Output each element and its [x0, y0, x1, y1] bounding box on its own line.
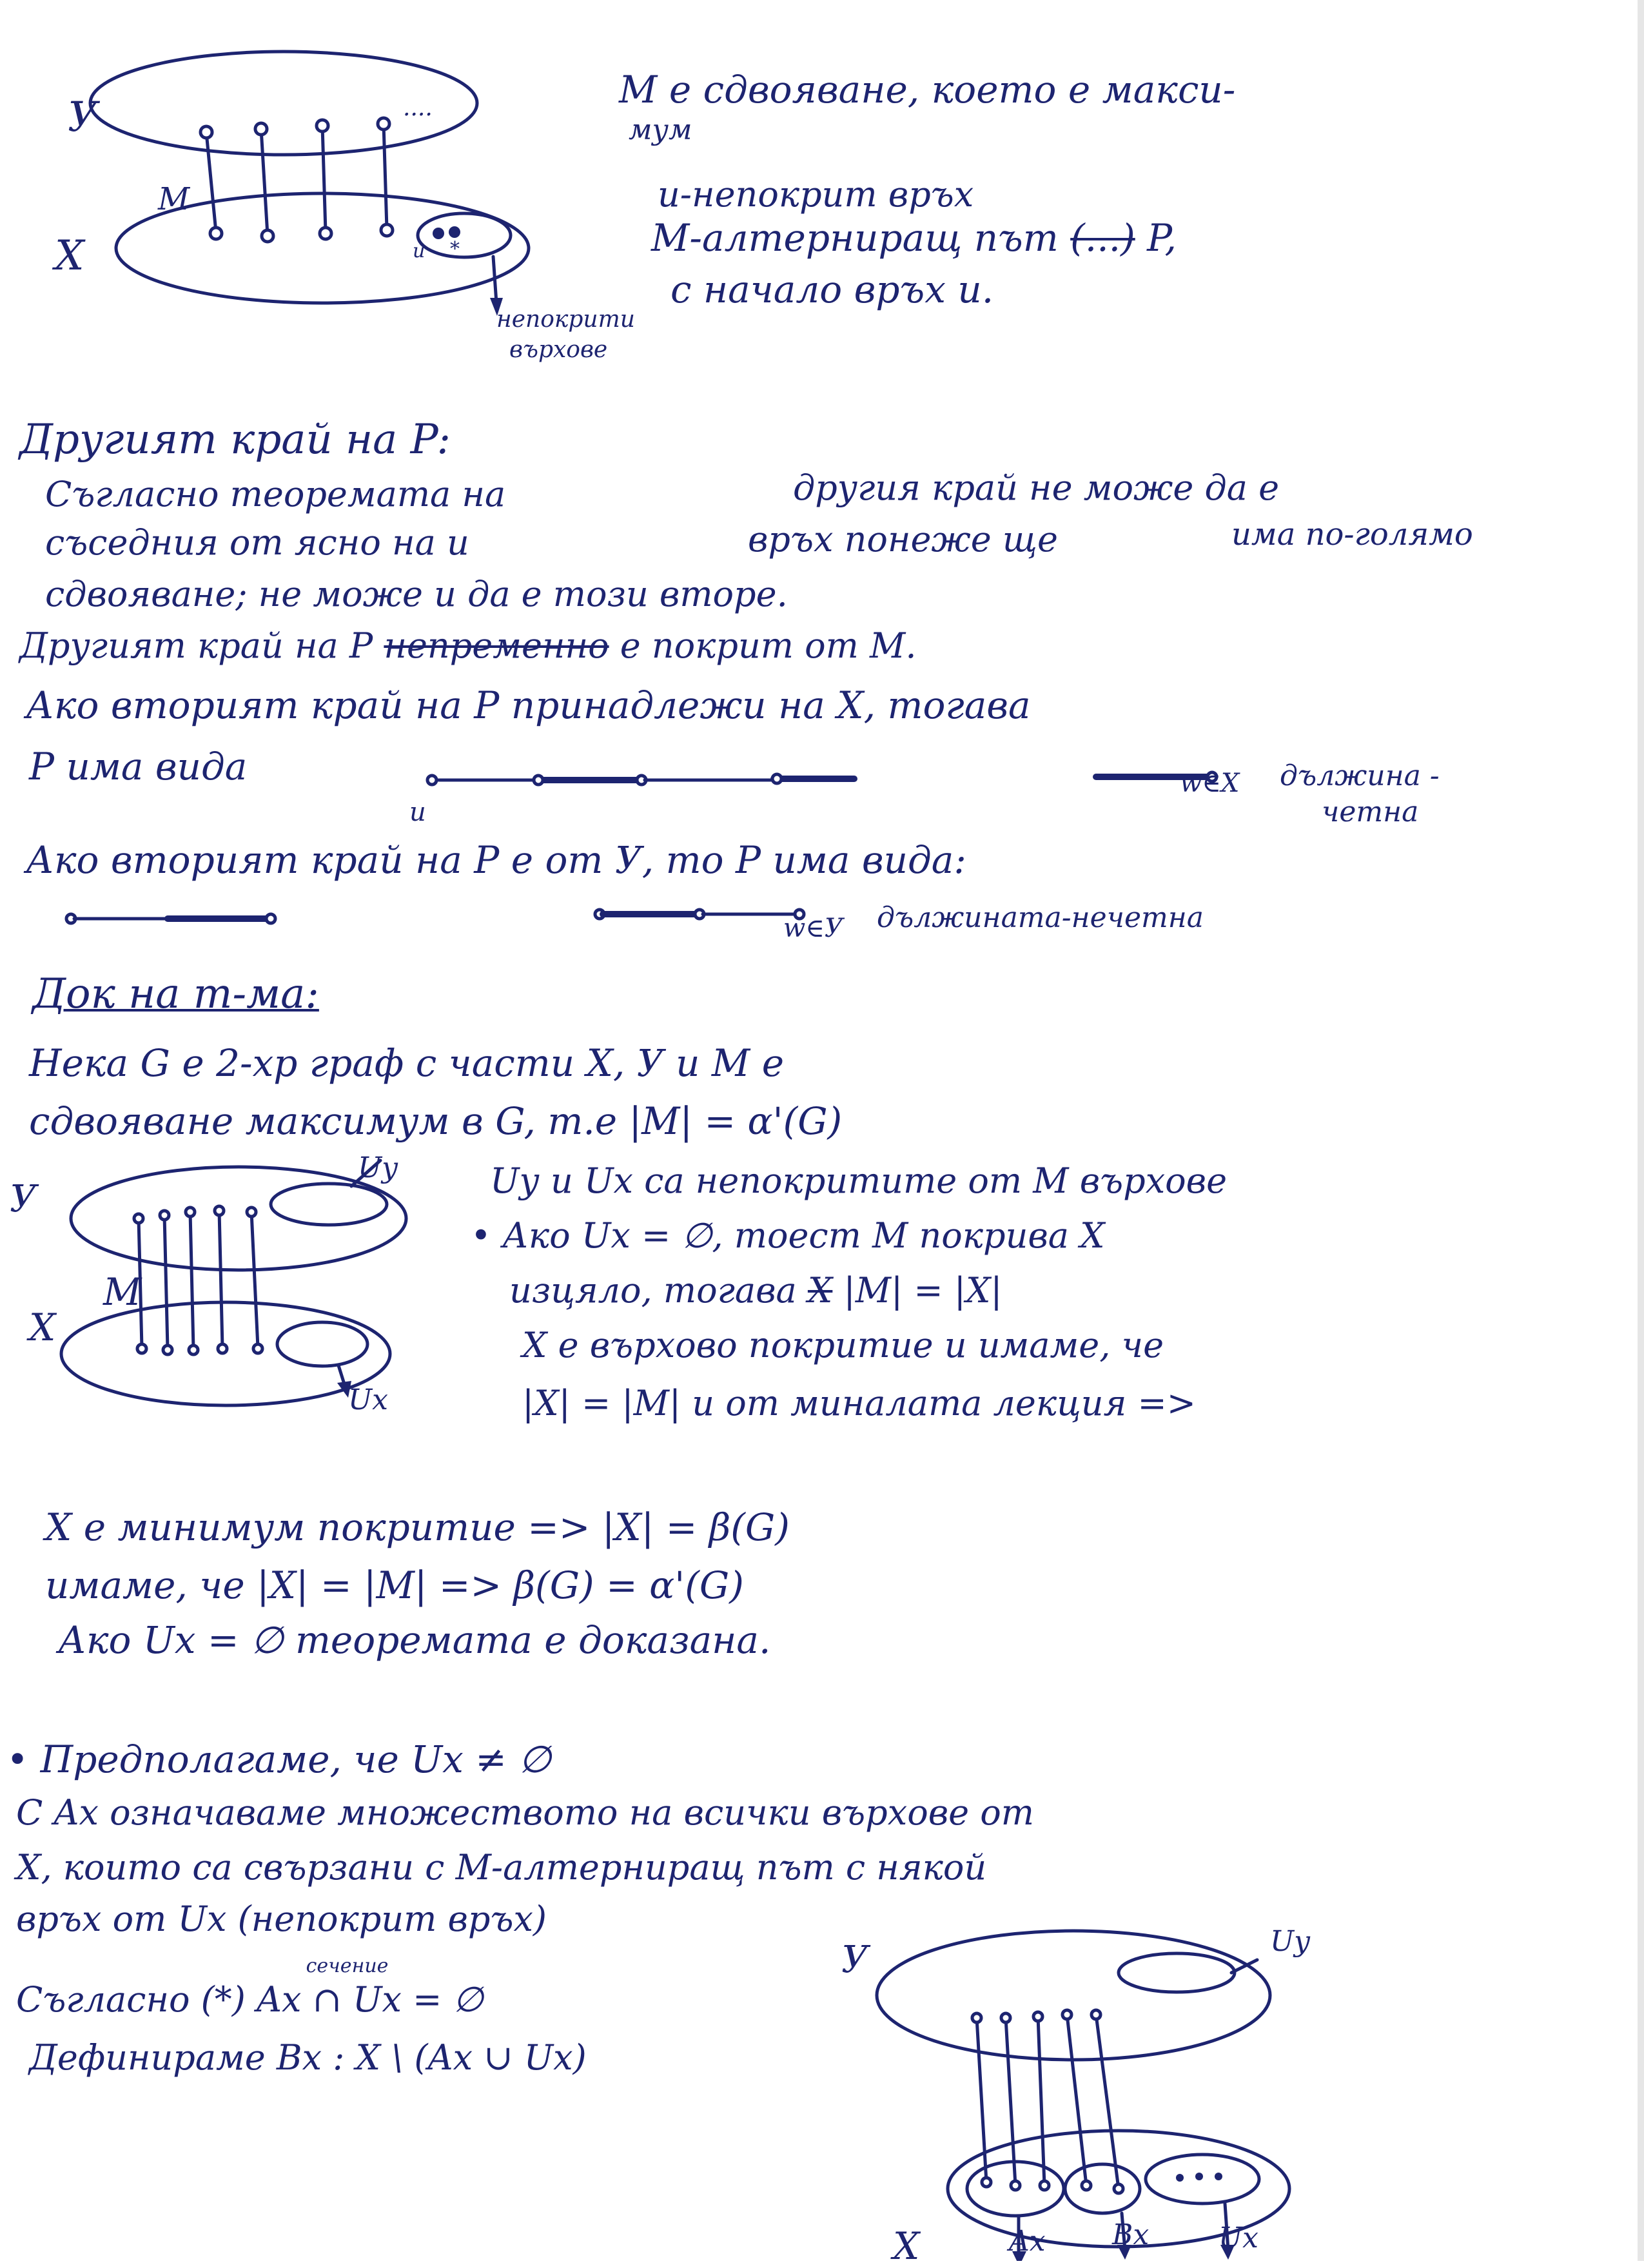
bottom-bipartite-diagram [877, 1931, 1289, 2261]
proof-right-1: Uу и Uх са непокритите от M върхове [490, 1160, 1228, 1201]
top-bipartite-diagram [90, 52, 529, 316]
path-length-even-2: четна [1322, 796, 1419, 828]
set-y-label: У [68, 93, 98, 141]
bottom-diagram-uy-label: Uу [1270, 1925, 1311, 1958]
path-start-u-label: u [409, 797, 426, 827]
scan-edge [1638, 0, 1644, 2261]
intro-line-3: u-непокрит връх [658, 174, 974, 215]
part1-line-7a: P има вида [29, 745, 248, 788]
bottom-diagram-bx-label: Bх [1112, 2218, 1150, 2251]
star-marker: * [450, 238, 460, 260]
proof-line-3: X е минимум покритие => |X| = β(G) [45, 1505, 790, 1549]
uncovered-vertices-ellipse [418, 213, 511, 260]
part2-line-5a: Съгласно (*) Aх [16, 1979, 302, 2020]
matching-edge [206, 132, 216, 232]
proof-right-3b: |M| = |X| [843, 1270, 1003, 1311]
part1-line-2a: Съгласно теоремата на [45, 474, 506, 514]
part1-line-3b: връх понеже ще [748, 519, 1058, 560]
part1-line-5a: Другият край на P [19, 625, 373, 666]
part1-line-2b: другия край не може да е [793, 467, 1280, 508]
proof-diagram-ux-label: Uх [348, 1383, 388, 1416]
part1-line-6: Ако вторият край на P принадлежи на X, тогава [26, 683, 1031, 727]
intro-line-5: с начало връх u. [670, 268, 994, 311]
intro-struck-text: (...) [1070, 216, 1135, 260]
proof-line-4: имаме, че |X| = |M| => β(G) = α'(G) [45, 1563, 744, 1607]
part1-line-8: Ако вторият край на P е от У, то P има вида: [26, 838, 966, 882]
path-end-w-in-y: w∈У [783, 914, 843, 943]
part2-line-3: X, които са свързани с M-алтерниращ път с някой [16, 1847, 987, 1888]
bottom-diagram-ux-label: Uх [1218, 2222, 1258, 2254]
path-end-w-in-x: w∈X [1180, 768, 1240, 798]
part1-line-5b: е покрит от M. [620, 625, 917, 666]
part1-heading: Другият край на P: [19, 416, 451, 464]
vertex-u-label: u [413, 240, 426, 262]
matching-edge [384, 124, 387, 229]
bottom-diagram-y-label: У [841, 1937, 868, 1981]
proof-right-2: • Ако Uх = ∅, тоест M покрива X [471, 1215, 1105, 1256]
proof-right-3a: изцяло, тогава [509, 1270, 797, 1311]
matching-edge [322, 126, 326, 232]
part1-struck-text: непременно [384, 625, 609, 666]
path-length-even-1: дължина - [1280, 759, 1440, 792]
intro-line-4 [651, 216, 1177, 260]
proof-right-3 [509, 1270, 1003, 1311]
part2-line-6: Дефинираме Bх : X \ (Aх ∪ Uх) [29, 2037, 587, 2078]
part2-intersection-note: сечение [306, 1955, 389, 1977]
part2-line-5b: Uх = ∅ [353, 1979, 484, 2020]
proof-diagram-x-label: X [29, 1305, 56, 1349]
path-diagram-odd [66, 910, 804, 923]
proof-heading: Док на т-ма: [32, 970, 319, 1018]
uncovered-label-2: върхове [509, 337, 608, 363]
proof-right-5: |X| = |M| и от миналата лекция => [522, 1383, 1196, 1423]
part2-line-4: връх от Uх (непокрит връх) [16, 1899, 547, 1939]
part2-line-2: С Aх означаваме множеството на всички върхове от [16, 1792, 1034, 1833]
proof-right-4: X е върхово покритие и имаме, че [522, 1325, 1164, 1365]
intro-line-2: мум [629, 113, 692, 146]
part2-line-1: • Предполагаме, че Uх ≠ ∅ [6, 1737, 551, 1781]
path-diagram-even [427, 772, 1217, 785]
part1-line-4: сдвояване; не може и да е този вторe. [45, 574, 788, 614]
proof-diagram-y-label: У [10, 1177, 37, 1220]
part2-intersection-symbol: ∩ [312, 1979, 342, 2020]
intro-line-4b: P, [1147, 216, 1177, 260]
part2-line-5 [16, 1955, 484, 2020]
proof-diagram-uy-label: Uу [358, 1151, 398, 1184]
bottom-diagram-x-label: X [893, 2224, 920, 2268]
more-vertices-dots: .... [403, 95, 433, 121]
part1-line-3c: има по-голямо [1231, 516, 1473, 552]
matching-label: M [158, 181, 190, 217]
set-x-label: X [55, 232, 84, 280]
intro-line-4a: M-алтерниращ път [651, 216, 1059, 260]
matching-edge [261, 129, 268, 235]
arrow-line [493, 257, 496, 303]
uncovered-label-1: непокрити [496, 306, 635, 333]
intro-line-1: M е сдвояване, което е макси- [619, 68, 1236, 112]
proof-line-5: Ако Uх = ∅ теоремата е доказана. [58, 1618, 771, 1662]
proof-diagram-m-label: M [103, 1270, 142, 1314]
path-length-odd: дължината-нечетна [877, 901, 1204, 934]
bottom-diagram-ax-label: Aх [1009, 2225, 1046, 2258]
part1-line-3a: съседния от ясно на u [45, 522, 469, 563]
part1-line-5 [19, 625, 917, 666]
proof-struck-x: X [807, 1270, 833, 1311]
proof-line-2: сдвояване максимум в G, т.е |M| = α'(G) [29, 1099, 843, 1143]
proof-line-1: Нека G е 2-хр граф с части X, У и M е [29, 1041, 785, 1085]
